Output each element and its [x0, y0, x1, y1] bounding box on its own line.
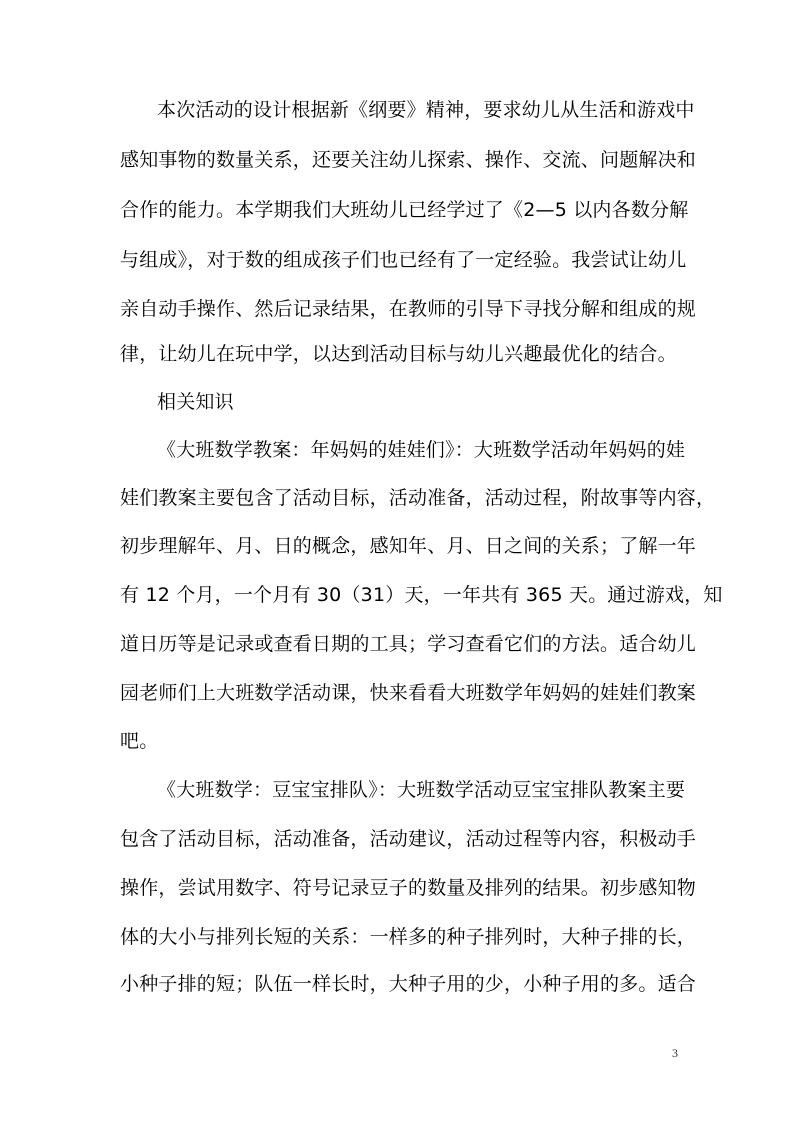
paragraph-line: 体的大小与排列长短的关系：一样多的种子排列时，大种子排的长， — [120, 926, 697, 948]
section-heading: 相关知识 — [157, 391, 234, 413]
paragraph-line: 园老师们上大班数学活动课，快来看看大班数学年妈妈的娃娃们教案 — [120, 682, 697, 704]
paragraph-line: 操作，尝试用数字、符号记录豆子的数量及排列的结果。初步感知物 — [120, 877, 697, 899]
paragraph-line: 道日历等是记录或查看日期的工具；学习查看它们的方法。适合幼儿 — [120, 633, 697, 655]
paragraph-line: 《大班数学：豆宝宝排队》：大班数学活动豆宝宝排队教案主要 — [157, 779, 686, 801]
paragraph-line: 感知事物的数量关系，还要关注幼儿探索、操作、交流、问题解决和 — [120, 149, 697, 171]
paragraph-line: 初步理解年、月、日的概念，感知年、月、日之间的关系；了解一年 — [120, 535, 697, 557]
paragraph-line: 亲自动手操作、然后记录结果，在教师的引导下寻找分解和组成的规 — [120, 298, 697, 320]
paragraph-line: 律，让幼儿在玩中学，以达到活动目标与幼儿兴趣最优化的结合。 — [120, 343, 677, 365]
paragraph-line: 合作的能力。本学期我们大班幼儿已经学过了《2—5 以内各数分解 — [120, 199, 689, 221]
paragraph-line: 《大班数学教案：年妈妈的娃娃们》：大班数学活动年妈妈的娃 — [157, 439, 686, 461]
paragraph-line: 与组成》，对于数的组成孩子们也已经有了一定经验。我尝试让幼儿 — [120, 249, 687, 271]
paragraph-line: 有 12 个月，一个月有 30（31）天，一年共有 365 天。通过游戏，知 — [120, 584, 723, 606]
paragraph-line: 娃们教案主要包含了活动目标，活动准备，活动过程，附故事等内容， — [120, 487, 716, 509]
page-number: 3 — [672, 1046, 678, 1060]
paragraph-line: 包含了活动目标，活动准备，活动建议，活动过程等内容，积极动手 — [120, 828, 697, 850]
paragraph-line: 吧。 — [120, 730, 159, 752]
paragraph-line: 本次活动的设计根据新《纲要》精神，要求幼儿从生活和游戏中 — [157, 99, 695, 121]
paragraph-line: 小种子排的短；队伍一样长时，大种子用的少，小种子用的多。适合 — [120, 973, 697, 995]
